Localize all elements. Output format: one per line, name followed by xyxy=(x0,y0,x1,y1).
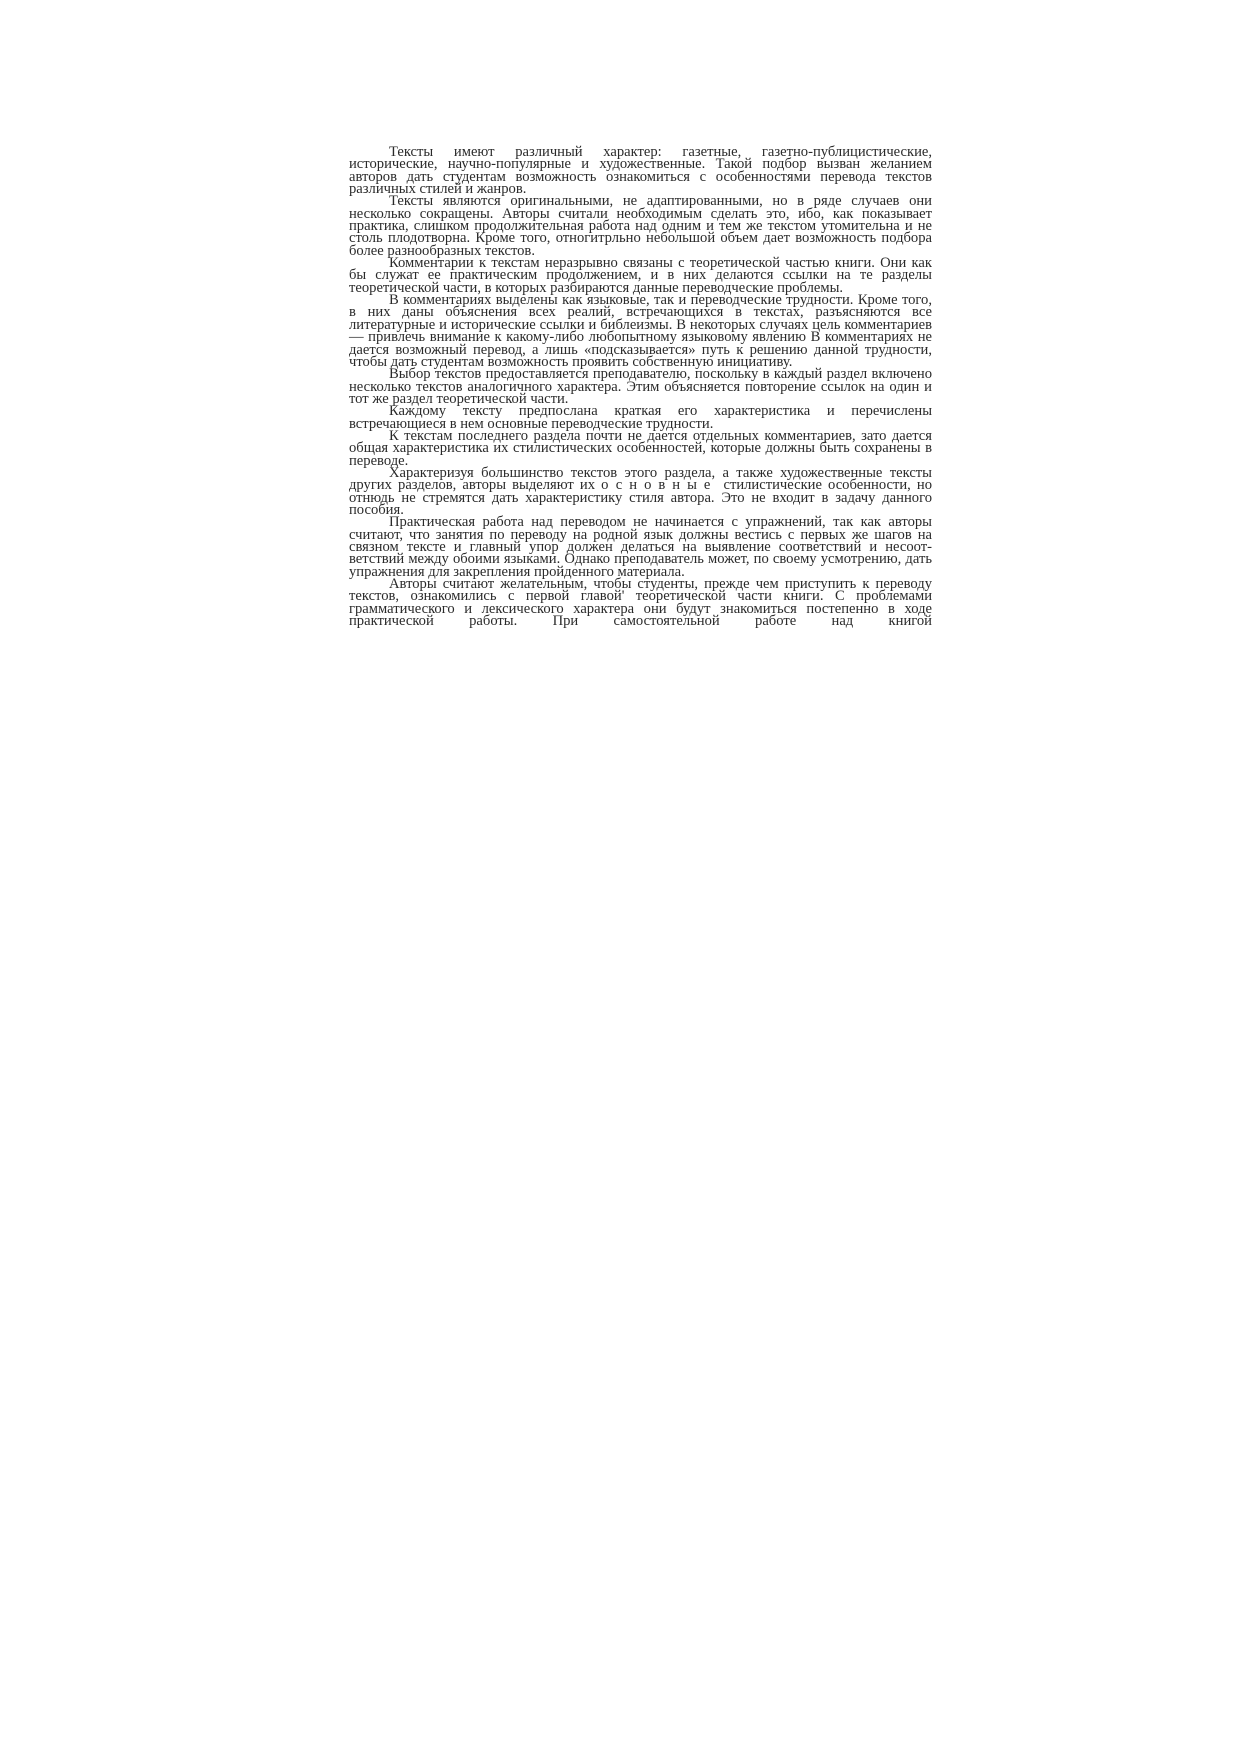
paragraph: Тексты имеют различный характер: газетные, газетно-публицистические, исторические, научно-популярные и художественные. Такой подбор вызван желанием авторов дать студентам возможность ознакомиться с особенностями перевода текстов различных стилей и жанров. xyxy=(349,144,932,198)
paragraph: Каждому тексту предпослана краткая его характеристика и перечислены встречающиеся в нем основные переводческие трудности. xyxy=(349,403,932,432)
paragraph: К текстам последнего раздела почти не дается отдельных комментариев, зато дается общая характеристика их стилистических особенностей, которые должны быть сохранены в переводе. xyxy=(349,427,932,469)
paragraph: Выбор текстов предоставляется преподавателю, поскольку в каждый раздел включено несколько текстов аналогичного характера. Этим объясняется повторение ссылок на один и тот же раздел теоретической части. xyxy=(349,366,932,407)
paragraph-text-after: стилистические особенности, но отнюдь не стремятся дать характеристику стиля автора. Это не входит в задачу данного пособия. xyxy=(349,477,933,518)
paragraph: Комментарии к текстам неразрывно связаны с теоретической частью книги. Они как бы служат ее практическим продолжением, и в них делаются ссылки на те разделы теоретической части, в которых разбираются данные переводческие проблемы. xyxy=(349,255,932,296)
paragraph: В комментариях выделены как языковые, так и переводческие трудности. Кроме того, в них даны объяснения всех реалий, встречающихся в текстах, разъясняются все литературные и исторические ссылки и библеизмы. В некоторых случаях цель комментариев — привлечь внимание к какому-либо любопытному языковому явлению В комментариях не дается возможный перевод, а лишь «подсказывается» путь к решению данной трудности, чтобы дать студентам возможность проявить собственную инициативу. xyxy=(349,292,932,370)
paragraph: Авторы считают желательным, чтобы студенты, прежде чем приступить к переводу текстов, ознакомились с первой главой' теоретической части книги. С проблемами грамматического и лексического характера они будут знакомиться постепенно в ходе практической работы. При самостоятельной работе над книгой xyxy=(349,576,932,630)
paragraph: Тексты являются оригинальными, не адаптированными, но в ряде случаев они несколько сокращены. Авторы считали необходимым сделать это, ибо, как показывает практика, слишком продолжительная работа над одним и тем же текстом утомительна и не столь плодотворна. Кроме того, отногитрльно небольшой объем дает возможность подбора более разнообразных текстов. xyxy=(349,193,932,259)
paragraph xyxy=(349,464,933,518)
paragraph-text-before: Характеризуя большинство текстов этого раздела, а также художественные тексты других разделов, авторы выделяют их xyxy=(349,464,932,494)
spaced-emphasis: основные xyxy=(601,477,718,494)
paragraph: Практическая работа над переводом не начинается с упражнений, так как авторы считают, что занятия по переводу на родной язык должны вестись с первых же шагов на связном тексте и главный упор должен делаться на выявление соответствий и несоответствий между обоими языками. Однако преподаватель может, по своему усмотрению, дать упражнения для закрепления пройденного материала. xyxy=(349,514,932,580)
body-text xyxy=(349,144,933,630)
